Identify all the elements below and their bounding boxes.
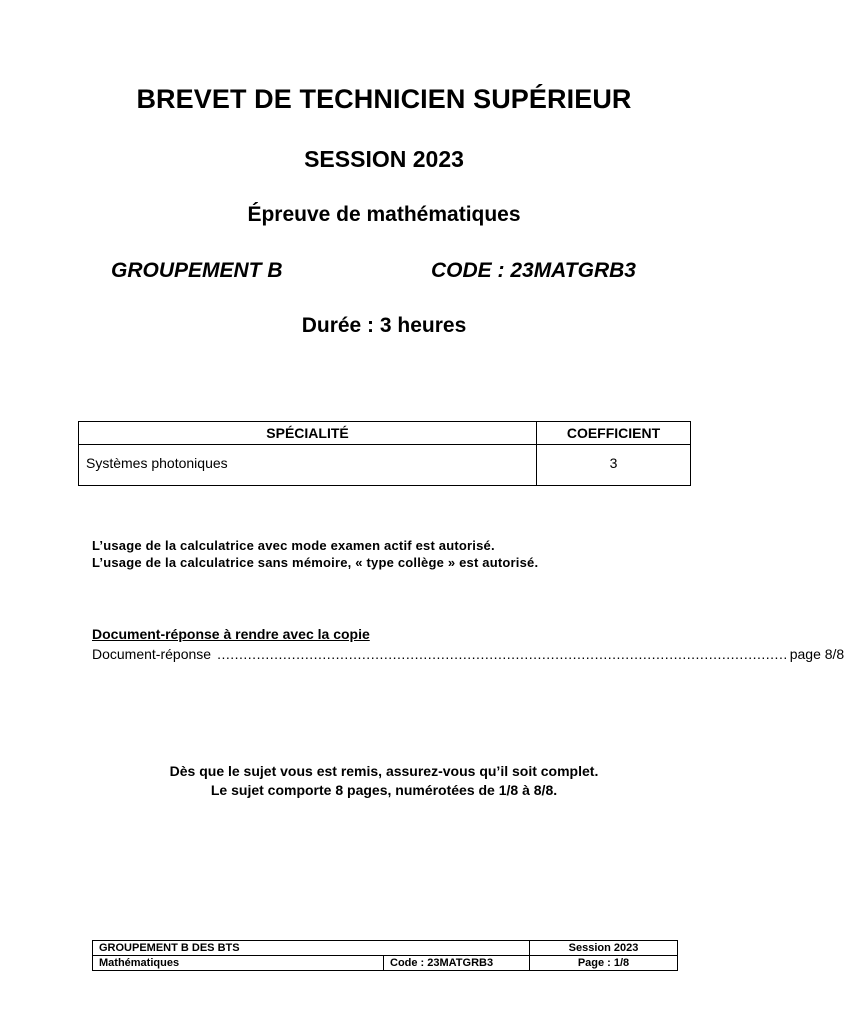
dot-leader: .................................................................................................................................. [217,646,788,662]
coefficient-cell: 3 [537,445,691,486]
footer-page: Page : 1/8 [530,956,678,971]
duration: Durée : 3 heures [301,314,467,337]
exam-code: CODE : 23MATGRB3 [431,259,636,282]
column-header-coefficient: COEFFICIENT [537,422,691,445]
document-reponse-line [92,646,844,662]
exam-title: BREVET DE TECHNICIEN SUPÉRIEUR [136,84,632,114]
table-row [79,445,691,486]
groupement-label: GROUPEMENT B [111,259,283,282]
calculator-rule-1: L’usage de la calculatrice avec mode examen actif est autorisé. [92,538,495,553]
footer-code: Code : 23MATGRB3 [384,956,530,971]
notice-line-1: Dès que le sujet vous est remis, assurez-vous qu’il soit complet. [169,763,599,779]
calculator-rule-2: L’usage de la calculatrice sans mémoire, « type collège » est autorisé. [92,555,539,570]
footer-session: Session 2023 [530,941,678,956]
footer-table [92,940,678,971]
footer-matiere: Mathématiques [93,956,384,971]
footer-groupement: GROUPEMENT B DES BTS [93,941,530,956]
footer-row-1 [93,941,678,956]
specialite-cell: Systèmes photoniques [79,445,537,486]
completeness-notice [0,762,768,800]
footer-row-2 [93,956,678,971]
document-reponse-page: page 8/8 [789,646,844,662]
document-reponse-label: Document-réponse [92,646,212,662]
calculator-rules [92,537,538,571]
epreuve-heading: Épreuve de mathématiques [247,203,521,226]
column-header-specialite: SPÉCIALITÉ [79,422,537,445]
notice-line-2: Le sujet comporte 8 pages, numérotées de 1/8 à 8/8. [210,782,558,798]
specialite-table [78,421,691,486]
table-header-row [79,422,691,445]
document-reponse-title: Document-réponse à rendre avec la copie [92,626,370,642]
session-heading: SESSION 2023 [304,146,464,172]
